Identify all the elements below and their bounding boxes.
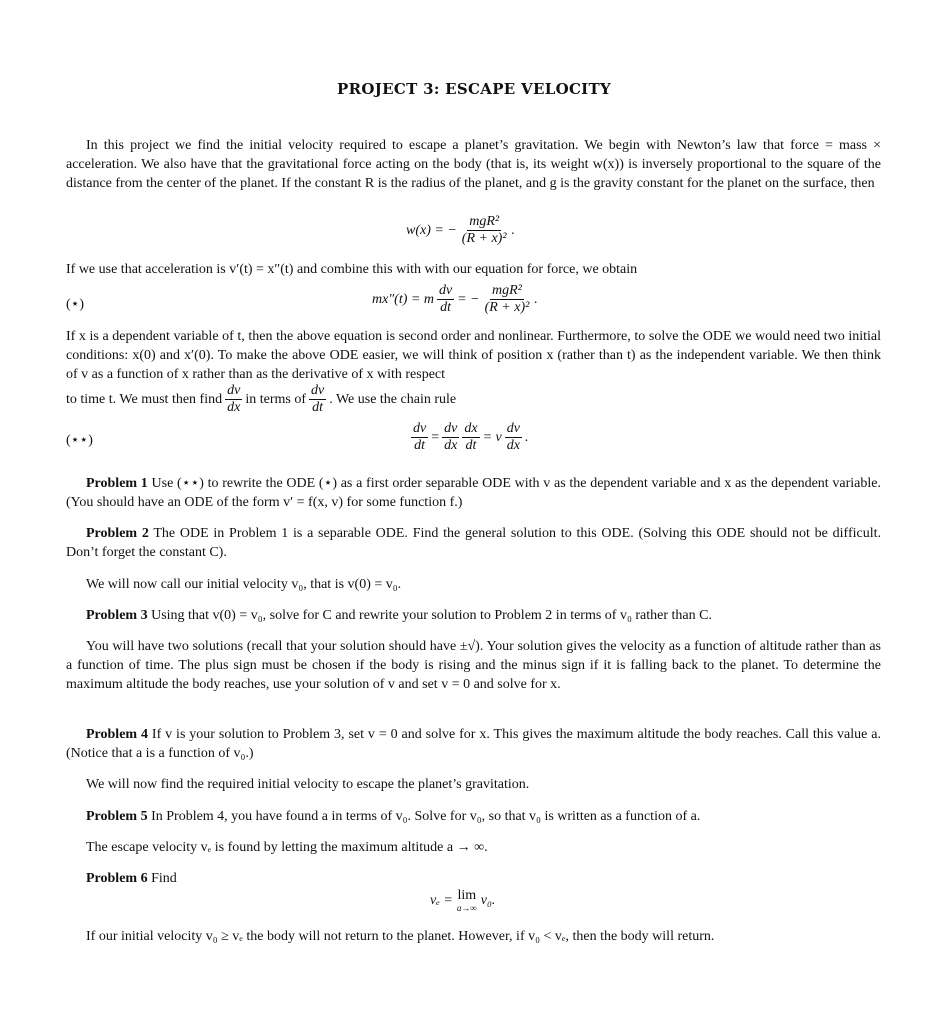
star-fraction-force-denominator: (R + x)²: [484, 300, 530, 315]
weight-equation-end: .: [511, 222, 516, 238]
weight-equation: [406, 214, 515, 247]
problem-5-text: In Problem 4, you have found a in terms of v₀. Solve for v₀, so that v₀ is written as a function of a.: [151, 809, 701, 824]
weight-numerator: mgR²: [469, 214, 500, 229]
star-fraction-force: [483, 283, 532, 316]
star-equation-lhs: mx″(t) = m: [372, 291, 434, 307]
star-fraction-dvdt-numerator: dv: [438, 283, 453, 298]
starstar-equation: [408, 421, 528, 454]
problem-3-label: Problem 3: [86, 608, 148, 623]
two-solutions-paragraph: You will have two solutions (recall that your solution should have ±√). Your solution gives the velocity as a function of altitude rather than as a function of time. The plus sign must be chosen if the body is rising and the minus sign if it is falling back to the planet. To determine the maximum altitude the body reaches, use your solution of v and set v = 0 and solve for x.: [66, 639, 881, 692]
problem-4-label: Problem 4: [86, 727, 148, 742]
starstar-equals: =: [431, 429, 440, 445]
starstar-end: .: [524, 429, 529, 445]
problem-6-label: Problem 6: [86, 871, 148, 886]
conclusion-paragraph: If our initial velocity v₀ ≥ vₑ the body will not return to the planet. However, if v₀ < vₑ, then the body will return.: [86, 929, 715, 944]
starstar-v: = v: [482, 429, 502, 445]
problem-2: [66, 524, 881, 562]
limit-lhs: vₑ =: [430, 892, 453, 908]
problem-5: [66, 807, 881, 826]
starstar-fraction-1: [411, 421, 428, 454]
problem-3: [66, 606, 881, 625]
problem-1-text: Use (⋆⋆) to rewrite the ODE (⋆) as a first order separable ODE with v as the dependent variable and x as the dependent variable. (You should have an ODE of the form v′ = f(x, v) for some function f.): [66, 476, 882, 510]
starstar-fraction-2-numerator: dv: [444, 421, 458, 436]
limit-subscript: a→∞: [456, 903, 477, 913]
limit-rhs: v₀.: [480, 892, 496, 908]
chain-fraction-dvdx-numerator: dv: [227, 383, 241, 398]
weight-fraction: [460, 214, 509, 247]
starstar-equation-tag: (⋆⋆): [66, 433, 93, 448]
problem-1-label: Problem 1: [86, 476, 148, 491]
star-equation: [372, 283, 538, 316]
starstar-fraction-3-numerator: dx: [464, 421, 478, 436]
starstar-fraction-4-denominator: dx: [506, 438, 520, 453]
problem-4: [66, 725, 881, 763]
problem-6-text: Find: [151, 871, 177, 886]
chain-text-post: . We use the chain rule: [329, 391, 457, 407]
starstar-fraction-2: [442, 421, 459, 454]
star-fraction-dvdt: [437, 283, 454, 316]
problem-3-text: Using that v(0) = v₀, solve for C and rewrite your solution to Problem 2 in terms of v₀ rather than C.: [151, 608, 712, 623]
starstar-fraction-3: [462, 421, 479, 454]
limit-operator: [457, 888, 477, 913]
page-title: PROJECT 3: ESCAPE VELOCITY: [337, 80, 611, 98]
chain-fraction-dvdx-denominator: dx: [227, 400, 241, 415]
chain-fraction-dvdt-denominator: dt: [312, 400, 324, 415]
problem-5-label: Problem 5: [86, 809, 148, 824]
limit-word: lim: [457, 888, 477, 903]
starstar-fraction-1-denominator: dt: [414, 438, 426, 453]
chain-fraction-dvdt: [309, 383, 326, 416]
starstar-fraction-1-numerator: dv: [413, 421, 427, 436]
weight-equation-lhs: w(x) = −: [406, 222, 457, 238]
escape-definition-paragraph: The escape velocity vₑ is found by letting the maximum altitude a → ∞.: [86, 840, 488, 855]
escape-intro-paragraph: We will now find the required initial velocity to escape the planet’s gravitation.: [86, 777, 530, 792]
problem-2-label: Problem 2: [86, 526, 149, 541]
chain-rule-sentence: [66, 383, 456, 416]
starstar-fraction-4: [505, 421, 522, 454]
weight-denominator: (R + x)²: [461, 231, 507, 246]
chain-fraction-dvdt-numerator: dv: [310, 383, 325, 398]
problem-2-text: The ODE in Problem 1 is a separable ODE. Find the general solution to this ODE. (Solving this ODE should not be difficult. Don’t forget the constant C).: [66, 526, 881, 560]
star-fraction-dvdt-denominator: dt: [440, 300, 451, 315]
problem-1: [66, 474, 881, 512]
limit-equation: [430, 888, 495, 913]
chain-fraction-dvdx: [225, 383, 242, 416]
chain-text-pre: to time t. We must then find: [66, 391, 223, 407]
star-equation-mid: = −: [457, 291, 480, 307]
starstar-fraction-2-denominator: dx: [444, 438, 458, 453]
dependent-variable-paragraph: If x is a dependent variable of t, then the above equation is second order and nonlinear. Furthermore, to solve the ODE we would need two initial conditions: x(0) and x′(0). To make the above ODE easier, we will think of position x (rather than t) as the independent variable. We then think of v as a function of x rather than as the derivative of x with respect: [66, 329, 881, 382]
problem-4-text: If v is your solution to Problem 3, set v = 0 and solve for x. This gives the maximum altitude the body reaches. Call this value a. (Notice that a is a function of v₀.): [66, 727, 881, 761]
star-fraction-force-numerator: mgR²: [492, 283, 522, 298]
initial-velocity-paragraph: We will now call our initial velocity v₀, that is v(0) = v₀.: [86, 577, 402, 592]
star-equation-tag: (⋆): [66, 297, 85, 312]
acceleration-paragraph: If we use that acceleration is v′(t) = x″(t) and combine this with with our equation for force, we obtain: [66, 262, 638, 277]
star-equation-end: .: [534, 291, 538, 307]
problem-6: [66, 869, 881, 888]
chain-text-mid: in terms of: [245, 391, 306, 407]
starstar-fraction-4-numerator: dv: [506, 421, 520, 436]
starstar-fraction-3-denominator: dt: [465, 438, 477, 453]
intro-paragraph: In this project we find the initial velocity required to escape a planet’s gravitation. We begin with Newton’s law that force = mass × acceleration. We also have that the gravitational force acting on the body (that is, its weight w(x)) is inversely proportional to the square of the distance from the center of the planet. If the constant R is the radius of the planet, and g is the gravity constant for the planet on the surface, then: [66, 138, 881, 191]
